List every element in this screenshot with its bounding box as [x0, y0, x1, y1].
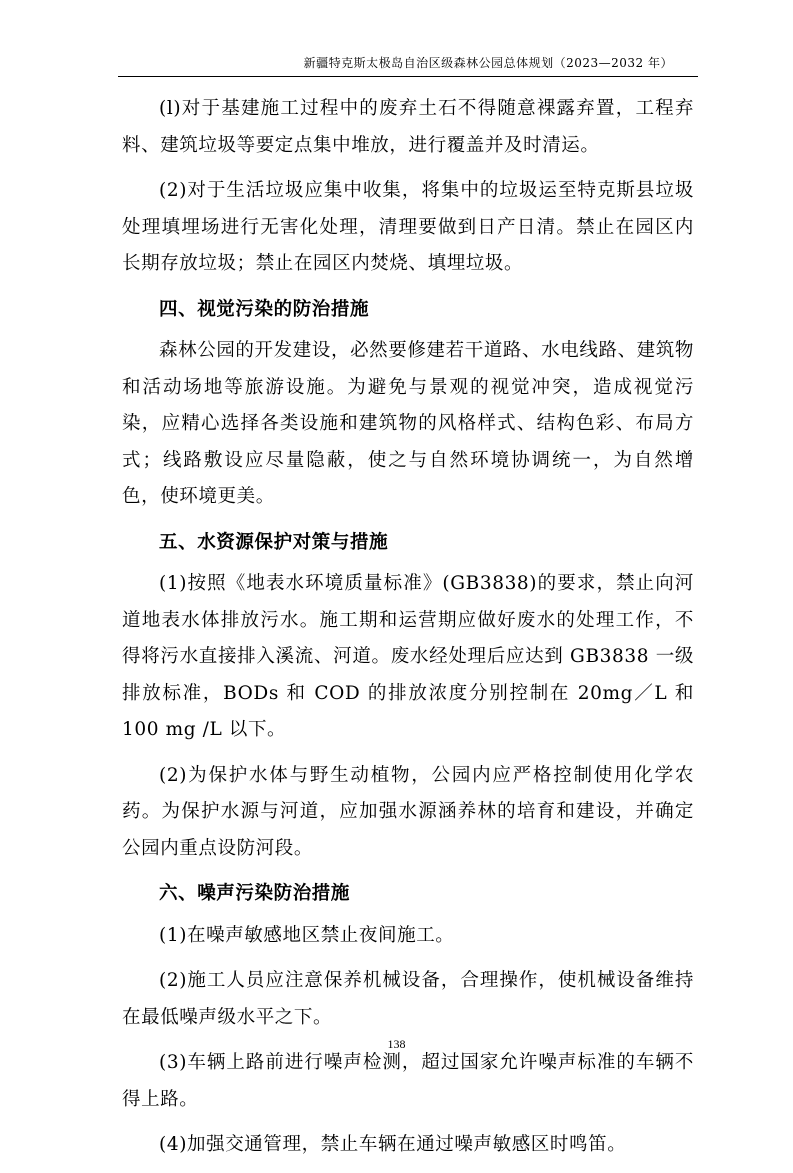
paragraph-noise-night-work: (1)在噪声敏感地区禁止夜间施工。 — [159, 924, 455, 946]
paragraph-noise-machinery: (2)施工人员应注意保养机械设备，合理操作，使机械设备维持在最低噪声级水平之下。 — [122, 970, 694, 1028]
paragraph-noise-vehicle-check: (3)车辆上路前进行噪声检测，超过国家允许噪声标准的车辆不得上路。 — [122, 1052, 694, 1110]
paragraph-water-standard: (1)按照《地表水环境质量标准》(GB3838)的要求，禁止向河道地表水体排放污水。施工期和运营期应做好废水的处理工作，不得将污水直接排入溪流、河道。废水经处理后应达到 GB3838 一级排放标准，BODs 和 COD 的排放浓度分别控制在 20mg／L 和 100 mg /L 以下。 — [122, 573, 694, 740]
paragraph-visual-pollution: 森林公园的开发建设，必然要修建若干道路、水电线路、建筑物和活动场地等旅游设施。为避免与景观的视觉冲突，造成视觉污染，应精心选择各类设施和建筑物的风格样式、结构色彩、布局方式；线路敷设应尽量隐蔽，使之与自然环境协调统一，为自然增色，使环境更美。 — [122, 340, 694, 507]
paragraph-water-wildlife: (2)为保护水体与野生动植物，公园内应严格控制使用化学农药。为保护水源与河道，应加强水源涵养林的培育和建设，并确定公园内重点设防河段。 — [122, 764, 694, 859]
running-header: 新疆特克斯太极岛自治区级森林公园总体规划（2023—2032 年） — [303, 56, 673, 70]
section-heading-water-protection: 五、水资源保护对策与措施 — [159, 531, 389, 553]
paragraph-waste-soil: (l)对于基建施工过程中的废弃土石不得随意裸露弃置，工程弃料、建筑垃圾等要定点集中堆放，进行覆盖并及时清运。 — [122, 98, 694, 156]
page-body — [122, 91, 694, 1173]
page-number: 138 — [387, 1037, 406, 1051]
section-heading-visual-pollution: 四、视觉污染的防治措施 — [159, 298, 370, 320]
section-heading-noise-pollution: 六、噪声污染防治措施 — [159, 883, 351, 904]
paragraph-domestic-garbage: (2)对于生活垃圾应集中收集，将集中的垃圾运至特克斯县垃圾处理填埋场进行无害化处理，清理要做到日产日清。禁止在园区内长期存放垃圾；禁止在园区内焚烧、填埋垃圾。 — [122, 180, 694, 274]
header-rule — [118, 76, 698, 77]
paragraph-noise-traffic: (4)加强交通管理，禁止车辆在通过噪声敏感区时鸣笛。 — [159, 1134, 627, 1155]
